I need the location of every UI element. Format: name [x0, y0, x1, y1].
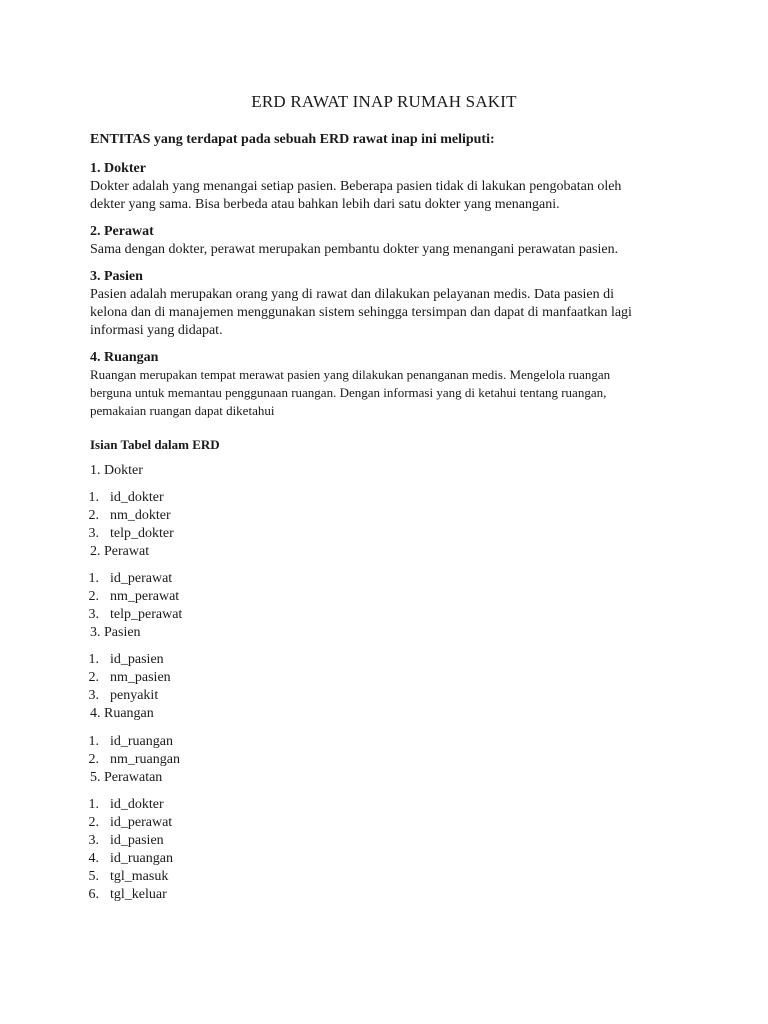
list-item-number: 2. [88, 589, 99, 604]
entity-desc-line: pemakaian ruangan dapat diketahui [90, 403, 275, 418]
list-item-number: 3. [88, 688, 99, 703]
entity-desc-line: kelona dan di manajemen menggunakan sistem sehingga tersimpan dan dapat di manfaatkan lagi [90, 305, 632, 320]
entity-desc-line: berguna untuk memantau penggunaan ruangan. Dengan informasi yang di ketahui tentang ruangan, [90, 385, 607, 400]
entity-heading-ruangan: 4. Ruangan [90, 350, 159, 365]
page-title: ERD RAWAT INAP RUMAH SAKIT [251, 92, 517, 111]
list-item-number: 2. [88, 815, 99, 830]
field-name: id_perawat [110, 815, 173, 830]
entity-desc-line: Pasien adalah merupakan orang yang di rawat dan dilakukan pelayanan medis. Data pasien di [90, 287, 615, 302]
intro-text: ENTITAS yang terdapat pada sebuah ERD rawat inap ini meliputi: [90, 132, 495, 147]
list-item-number: 2. [88, 508, 99, 523]
field-name: penyakit [110, 688, 159, 703]
field-name: id_pasien [110, 833, 164, 848]
list-item-number: 2. [88, 670, 99, 685]
list-item-number: 1. [88, 734, 99, 749]
field-name: nm_pasien [110, 670, 171, 685]
entity-desc-line: informasi yang didapat. [90, 323, 223, 338]
field-name: id_dokter [110, 490, 164, 505]
field-name: telp_dokter [110, 526, 174, 541]
entity-desc-line: Sama dengan dokter, perawat merupakan pembantu dokter yang menangani perawatan pasien. [90, 242, 619, 257]
list-item-number: 1. [88, 571, 99, 586]
list-item-number: 4. [88, 851, 99, 866]
field-name: id_dokter [110, 797, 164, 812]
field-name: nm_ruangan [110, 752, 180, 767]
entity-heading-perawat: 2. Perawat [90, 224, 154, 239]
field-name: tgl_masuk [110, 869, 169, 884]
list-item-number: 5. [88, 869, 99, 884]
field-name: nm_dokter [110, 508, 171, 523]
field-name: nm_perawat [110, 589, 180, 604]
list-item-number: 2. [88, 752, 99, 767]
entity-heading-pasien: 3. Pasien [90, 269, 143, 284]
tables-heading: Isian Tabel dalam ERD [90, 437, 220, 452]
list-item-number: 3. [88, 833, 99, 848]
list-item-number: 3. [88, 607, 99, 622]
list-item-number: 1. [88, 797, 99, 812]
table-label-ruangan: 4. Ruangan [90, 706, 154, 721]
entity-desc-line: dekter yang sama. Bisa berbeda atau bahkan lebih dari satu dokter yang menangani. [90, 197, 560, 212]
field-name: id_pasien [110, 652, 164, 667]
field-name: id_ruangan [110, 851, 173, 866]
field-name: id_ruangan [110, 734, 173, 749]
table-label-dokter: 1. Dokter [90, 463, 143, 478]
list-item-number: 1. [88, 490, 99, 505]
table-label-perawatan: 5. Perawatan [90, 770, 163, 785]
entity-heading-dokter: 1. Dokter [90, 161, 146, 176]
entity-desc-line: Ruangan merupakan tempat merawat pasien yang dilakukan penanganan medis. Mengelola ruangan [90, 367, 611, 382]
list-item-number: 3. [88, 526, 99, 541]
table-label-pasien: 3. Pasien [90, 625, 141, 640]
table-label-perawat: 2. Perawat [90, 544, 150, 559]
field-name: telp_perawat [110, 607, 183, 622]
list-item-number: 6. [88, 887, 99, 902]
field-name: tgl_keluar [110, 887, 167, 902]
field-name: id_perawat [110, 571, 173, 586]
list-item-number: 1. [88, 652, 99, 667]
entity-desc-line: Dokter adalah yang menangai setiap pasien. Beberapa pasien tidak di lakukan pengobatan oleh [90, 179, 622, 194]
